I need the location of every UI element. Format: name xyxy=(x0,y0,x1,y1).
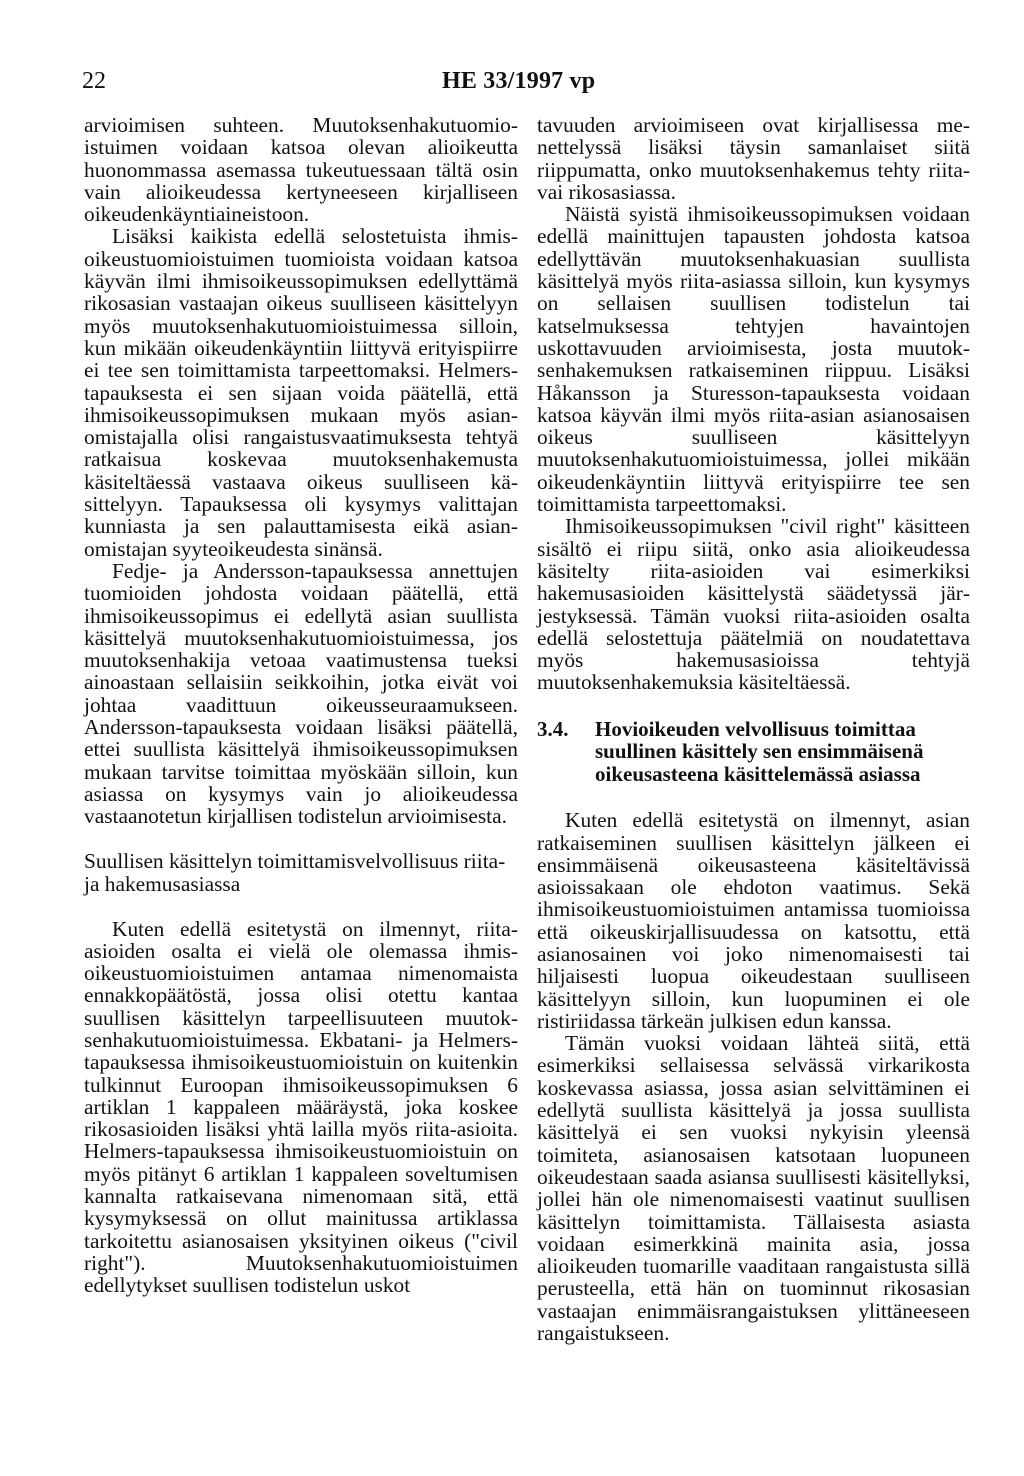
left-subheading: Suullisen käsittelyn toimittamisvelvollisuus riita- ja hakemusasiassa xyxy=(84,848,506,896)
right-paragraph-4: Kuten edellä esitetystä on ilmennyt, asian ratkaiseminen suullisen käsittelyn jälkeen ei ensimmäisenä oikeusasteena käsiteltävissä asioissakaan ole ehdoton vaatimus. Sekä ihmisoikeustuomioistuimen antamissa tuomioissa että oikeuskirjallisuudessa on katsottu, että asianosainen voi joko nimenomaisesti tai hiljaisesti luopua oikeudestaan suulliseen käsittelyyn silloin, kun luopuminen ei ole ristiriidassa tärkeän julkisen edun kanssa. xyxy=(537,808,970,1033)
section-title: Hovioikeuden velvollisuus toimittaa suullinen käsittely sen ensimmäisenä oikeusasteena käsittelemässä asiassa xyxy=(595,716,924,786)
left-column xyxy=(84,114,518,1297)
page-number: 22 xyxy=(82,68,106,94)
page-header xyxy=(82,68,962,104)
right-paragraph-5: Tämän vuoksi voidaan lähteä siitä, että esimerkiksi sellaisessa selvässä virkarikosta koskevassa asiassa, jossa asian selvittäminen ei edellytä suullista käsittelyä ja jossa suullista käsittelyä ei sen vuoksi nykyisin yleensä toimiteta, asianosaisen katsotaan luopuneen oikeudestaan saada asiansa suullisesti käsitellyksi, jollei hän ole nimenomaisesti vaatinut suullisen käsittelyn toimittamista. Tällaisesta asiasta voidaan esimerkkinä mainita asia, jossa alioikeuden tuomarille vaaditaan rangaistusta sillä perusteella, että hän on tuominnut rikosasian vastaajan enimmäisrangaistuksen ylittäneeseen rangaistukseen. xyxy=(537,1031,970,1346)
section-number: 3.4. xyxy=(537,716,569,741)
right-paragraph-3: Ihmisoikeussopimuksen "civil right" käsitteen sisältö ei riipu siitä, onko asia alioikeudessa käsitelty riita-asioiden vai esimerkiksi hakemusasioiden käsittelystä säädetyssä järjestyksessä. Tämän vuoksi riita-asioiden osalta edellä selostettuja päätelmiä on noudatettava myös hakemusasioissa tehtyjä muutoksenhakemuksia käsiteltäessä. xyxy=(537,514,970,695)
left-paragraph-1: arvioimisen suhteen. Muutoksenhakutuomioistuimen voidaan katsoa olevan alioikeutta huonommassa asemassa tukeutuessaan tältä osin vain alioikeudessa kertyneeseen kirjalliseen oikeudenkäyntiaineistoon. xyxy=(84,113,518,227)
left-paragraph-4: Kuten edellä esitetystä on ilmennyt, riitaasioiden osalta ei vielä ole olemassa ihmisoikeustuomioistuimen antamaa nimenomaista ennakkopäätöstä, jossa olisi otettu kantaa suullisen käsittelyn tarpeellisuuteen muutoksenhakutuomioistuimessa. Ekbatani- ja Helmers-tapauksessa ihmisoikeustuomioistuin on kuitenkin tulkinnut Euroopan ihmisoikeussopimuksen 6 artiklan 1 kappaleen määräystä, joka koskee rikosasioiden lisäksi yhtä lailla myös riita-asioita. Helmers-tapauksessa ihmisoikeustuomioistuin on myös pitänyt 6 artiklan 1 kappaleen soveltumisen kannalta ratkaisevana nimenomaan sitä, että kysymyksessä on ollut mainitussa artiklassa tarkoitettu asianosaisen yksityinen oikeus ("civil right"). Muutoksenhakutuomioistuimen edellytykset suullisen todistelun uskot xyxy=(84,916,518,1298)
left-paragraph-2: Lisäksi kaikista edellä selostetuista ihmisoikeustuomioistuimen tuomioista voidaan katsoa käyvän ilmi ihmisoikeussopimuksen edellyttämä rikosasian vastaajan oikeus suulliseen käsittelyyn myös muutoksenhakutuomioistuimessa silloin, kun mikään oikeudenkäyntiin liittyvä erityispiirre ei tee sen toimittamista tarpeettomaksi. Helmers-tapauksesta ei sen sijaan voida päätellä, että ihmisoikeussopimuksen mukaan myös asianomistajalla olisi rangaistusvaatimuksesta tehtyä ratkaisua koskevaa muutoksenhakemusta käsiteltäessä vastaava oikeus suulliseen käsittelyyn. Tapauksessa oli kysymys valittajan kunniasta ja sen palauttamisesta eikä asianomistajan syyteoikeudesta sinänsä. xyxy=(84,224,518,561)
running-title: HE 33/1997 vp xyxy=(442,68,596,94)
right-column xyxy=(537,114,970,1344)
right-paragraph-1: tavuuden arvioimiseen ovat kirjallisessa menettelyssä lisäksi täysin samanlaiset siitä riippumatta, onko muutoksenhakemus tehty riita- vai rikosasiassa. xyxy=(537,113,970,204)
right-paragraph-2: Näistä syistä ihmisoikeussopimuksen voidaan edellä mainittujen tapausten johdosta katsoa edellyttävän muutoksenhakuasian suullista käsittelyä myös riita-asiassa silloin, kun kysymys on sellaisen suullisen todistelun tai katselmuksessa tehtyjen havaintojen uskottavuuden arvioimisesta, josta muutoksenhakemuksen ratkaiseminen riippuu. Lisäksi Håkansson ja Sturesson-tapauksesta voidaan katsoa käyvän ilmi myös riita-asian asianosaisen oikeus suulliseen käsittelyyn muutoksenhakutuomioistuimessa, jollei mikään oikeudenkäyntiin liittyvä erityispiirre tee sen toimittamista tarpeettomaksi. xyxy=(537,202,970,517)
section-heading xyxy=(537,718,970,786)
left-paragraph-3: Fedje- ja Andersson-tapauksessa annettujen tuomioiden johdosta voidaan päätellä, että ihmisoikeussopimus ei edellytä asian suullista käsittelyä muutoksenhakutuomioistuimessa, jos muutoksenhakija vetoaa vaatimustensa tueksi ainoastaan sellaisiin seikkoihin, jotka eivät voi johtaa vaadittuun oikeusseuraamukseen. Andersson-tapauksesta voidaan lisäksi päätellä, ettei suullista käsittelyä ihmisoikeussopimuksen mukaan tarvitse toimittaa myöskään silloin, kun asiassa on kysymys vain jo alioikeudessa vastaanotetun kirjallisen todistelun arvioimisesta. xyxy=(84,558,518,829)
